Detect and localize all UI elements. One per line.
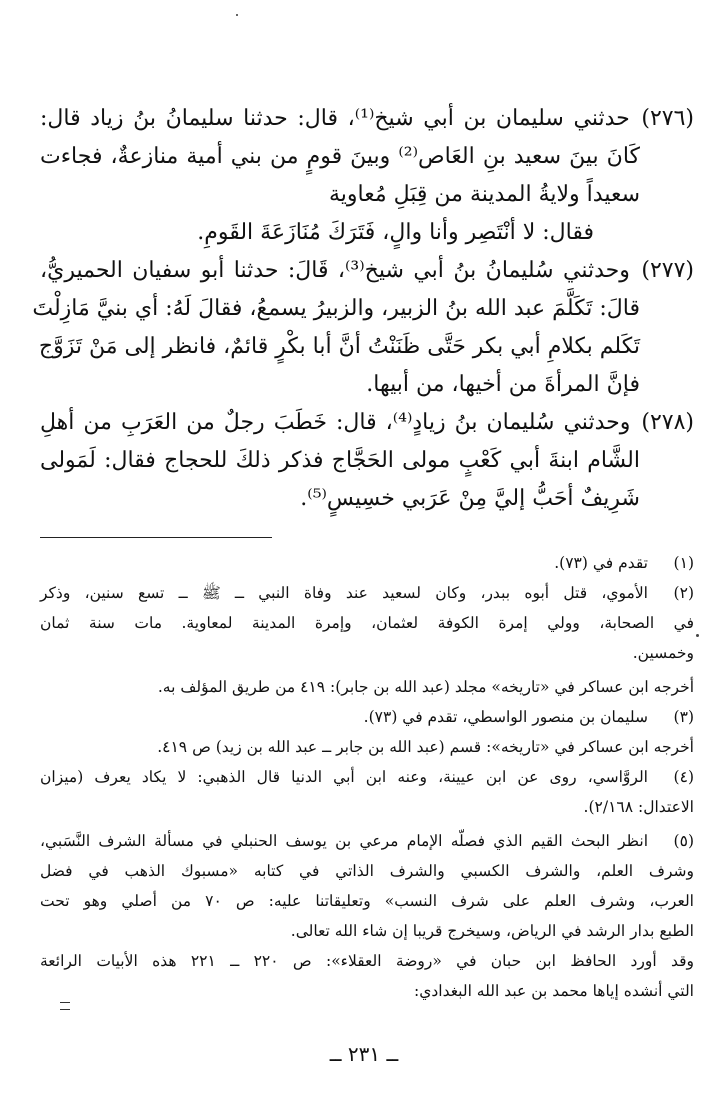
entry-number: (٢٧٨)	[641, 410, 695, 435]
entry-line: الشَّام ابنةَ أبي كَعْبٍ مولى الحَجَّاج فذكر ذلكَ للحجاج فقال: لَمَولى	[40, 448, 640, 473]
entry-line: كَانَ بينَ سعيد بنِ العَاص⁽²⁾ وبينَ قومٍ من بني أمية منازعةٌ، فجاءت	[40, 144, 640, 169]
margin-mark	[60, 1002, 70, 1010]
speck	[236, 14, 238, 16]
footnote-separator	[40, 537, 272, 538]
footnote-text: العرب، وشرف العلم على شرف النسب» وتعليقاتنا عليه: ص ٧٠ من أصلي وهو تحت	[40, 892, 694, 910]
footnote-text: الروَّاسي، روى عن ابن عيينة، وعنه ابن أبي الدنيا قال الذهبي: لا يكاد يعرف (ميزان	[40, 768, 648, 786]
footnote-2	[40, 578, 694, 702]
footnote-text: في الصحابة، وولي إمرة الكوفة لعثمان، وإمرة المدينة لمعاوية. مات سنة ثمان	[40, 614, 694, 632]
entry-line: فقال: لا أنْتَصِر وأنا والٍ، فَتَرَكَ مُنَازَعَةَ القَومِ.	[197, 220, 594, 245]
entry-number: (٢٧٧)	[641, 258, 694, 283]
page-number: ــ ٢٣١ ــ	[329, 1042, 399, 1066]
entry-277	[32, 252, 694, 404]
footnote-text: انظر البحث القيم الذي فصلّه الإمام مرعي بن يوسف الحنبلي في مسألة الشرف النَّسَبي،	[40, 832, 648, 850]
footnote-mark: (٣)	[673, 708, 694, 726]
footnote-text: وقد أورد الحافظ ابن حبان في «روضة العقلاء»: ص ٢٢٠ ــ ٢٢١ هذه الأبيات الرائعة	[40, 952, 694, 970]
footnote-text: وخمسين.	[632, 644, 694, 662]
entry-line: فإنَّ المرأةَ من أخيها، من أبيها.	[366, 372, 640, 397]
footnote-text: تقدم في (٧٣).	[554, 554, 648, 572]
footnotes	[40, 548, 694, 1006]
footnote-text: أخرجه ابن عساكر في «تاريخه» مجلد (عبد الله بن جابر): ٤١٩ من طريق المؤلف به.	[157, 678, 694, 696]
entry-number: (٢٧٦)	[641, 106, 694, 131]
footnote-mark: (٢)	[673, 584, 694, 602]
footnote-text: الطبع بدار الرشد في الرياض، وسيخرج قريبا إن شاء الله تعالى.	[290, 922, 694, 940]
entry-line: وحدثني سُليمان بنُ زيادٍ⁽⁴⁾، قال: خَطَبَ رجلٌ من العَرَبِ من أهلِ	[40, 410, 631, 435]
entry-line: حدثني سليمان بن أبي شيخ⁽¹⁾، قال: حدثنا سليمانُ بنُ زياد قال:	[40, 106, 630, 131]
footnote-text: التي أنشده إياها محمد بن عبد الله البغدادي:	[414, 982, 694, 1000]
footnote-1	[40, 548, 694, 578]
main-text	[32, 100, 695, 518]
entry-line: تَكَلم بكلامِ أبي بكر حَتَّى ظَنَنْتُ أنَّ أبا بكْرٍ قائمٌ، فانظر إلى مَنْ تَزَوَّج	[38, 334, 640, 359]
footnote-text: سليمان بن منصور الواسطي، تقدم في (٧٣).	[363, 708, 648, 726]
entry-276	[40, 100, 694, 252]
footnote-mark: (٤)	[673, 768, 694, 786]
footnote-3	[40, 702, 694, 762]
footnote-mark: (١)	[673, 554, 694, 572]
footnote-text: الاعتدال: ٢/١٦٨).	[583, 798, 694, 816]
footnote-text: الأموي، قتل أبوه ببدر، وكان لسعيد عند وفاة النبي ــ ﷺ ــ تسع سنين، وذكر	[40, 584, 648, 602]
entry-line: وحدثني سُليمانُ بنُ أبي شيخ⁽³⁾، قَالَ: حدثنا أبو سفيان الحميريُّ،	[40, 258, 630, 283]
footnote-text: وشرف العلم، والشرف الكسبي والشرف الذاتي في كتابه «مسبوك الذهب في فضل	[40, 862, 694, 880]
entry-line: شَرِيفٌ أحَبُّ إليَّ مِنْ عَرَبي خسِيسٍ⁽⁵⁾.	[300, 486, 640, 511]
entry-line: سعيداً ولايةُ المدينة من قِبَلِ مُعاوية	[328, 182, 640, 207]
footnote-5	[40, 826, 694, 1006]
footnote-4	[40, 762, 694, 822]
entry-278	[40, 404, 694, 518]
entry-line: قالَ: تَكَلَّمَ عبد الله بنُ الزبير، والزبيرُ يسمعُ، فقالَ لَهُ: أي بنيَّ مَازِلْتَ	[32, 296, 640, 321]
speck	[696, 634, 699, 637]
footnote-text: أخرجه ابن عساكر في «تاريخه»: قسم (عبد الله بن جابر ــ عبد الله بن زيد) ص ٤١٩.	[157, 738, 694, 756]
footnote-mark: (٥)	[673, 832, 694, 850]
